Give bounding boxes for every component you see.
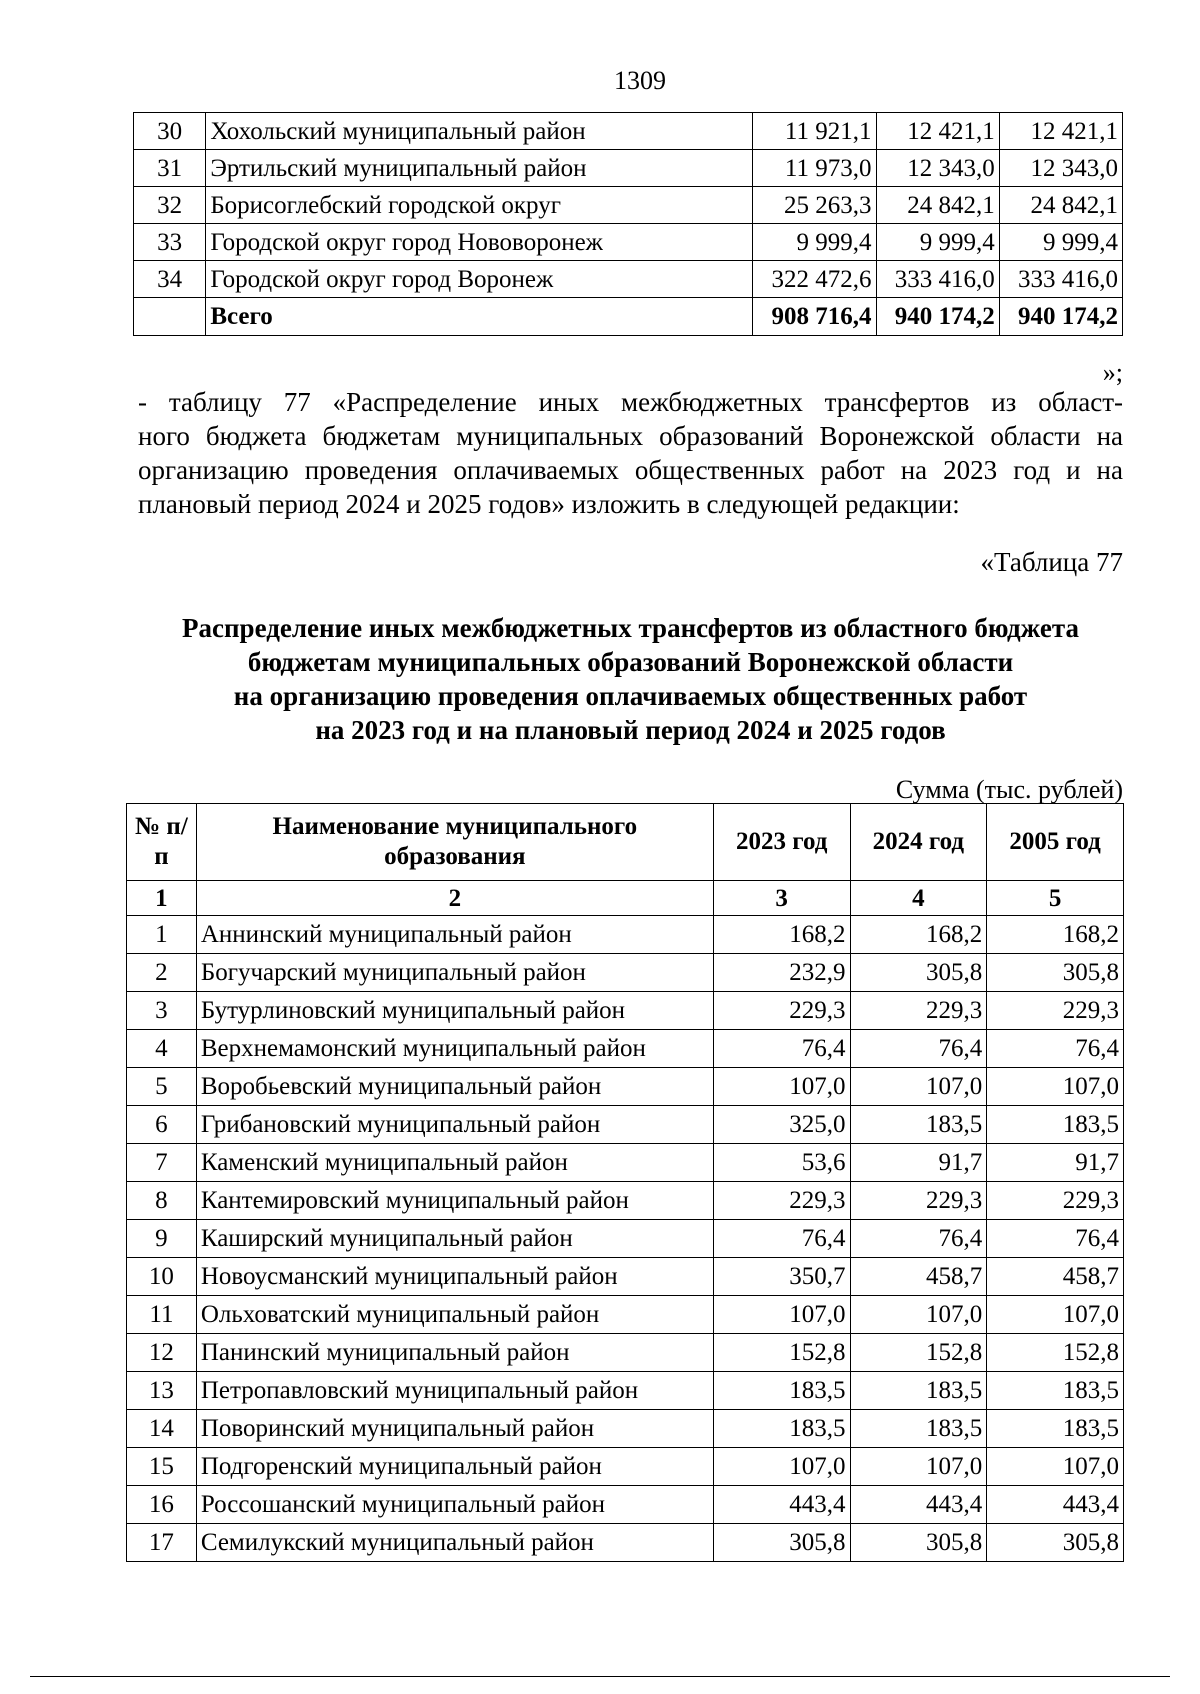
value-2025: 152,8 — [987, 1334, 1124, 1372]
value-2025: 76,4 — [987, 1220, 1124, 1258]
row-number: 31 — [134, 150, 206, 187]
value-2023: 11 973,0 — [753, 150, 876, 187]
row-number: 30 — [134, 113, 206, 150]
row-name: Борисоглебский городской округ — [206, 187, 753, 224]
table-row — [127, 1486, 1124, 1524]
value-2023: 183,5 — [713, 1372, 850, 1410]
table-row — [134, 150, 1123, 187]
value-2023: 443,4 — [713, 1486, 850, 1524]
row-number: 11 — [127, 1296, 197, 1334]
row-number: 10 — [127, 1258, 197, 1296]
value-2024: 76,4 — [850, 1220, 987, 1258]
row-name: Поворинский муниципальный район — [196, 1410, 713, 1448]
value-2024: 443,4 — [850, 1486, 987, 1524]
table-row — [134, 187, 1123, 224]
value-2024: 183,5 — [850, 1372, 987, 1410]
column-number: 3 — [713, 881, 850, 916]
value-2024: 305,8 — [850, 954, 987, 992]
row-name: Новоусманский муниципальный район — [196, 1258, 713, 1296]
value-2023: 229,3 — [713, 1182, 850, 1220]
row-name: Россошанский муниципальный район — [196, 1486, 713, 1524]
value-2025: 183,5 — [987, 1372, 1124, 1410]
value-2025: 183,5 — [987, 1106, 1124, 1144]
row-name: Каменский муниципальный район — [196, 1144, 713, 1182]
table-row — [127, 1410, 1124, 1448]
value-2024: 107,0 — [850, 1296, 987, 1334]
table-title-line: Распределение иных межбюджетных трансфертов из областного бюджета — [182, 613, 1079, 643]
value-2025: 76,4 — [987, 1030, 1124, 1068]
table-row — [127, 1068, 1124, 1106]
header-2023: 2023 год — [713, 804, 850, 881]
table-caption: «Таблица 77 — [980, 547, 1123, 577]
row-name: Всего — [206, 298, 753, 336]
header-2024: 2024 год — [850, 804, 987, 881]
table-title-line: бюджетам муниципальных образований Воронежской области — [247, 647, 1014, 677]
closing-quote: »; — [1102, 358, 1123, 387]
amendment-paragraph — [138, 385, 1123, 521]
table-row — [127, 1334, 1124, 1372]
value-2023: 76,4 — [713, 1030, 850, 1068]
row-number: 33 — [134, 224, 206, 261]
row-number: 15 — [127, 1448, 197, 1486]
value-2025: 9 999,4 — [999, 224, 1122, 261]
table-77-body — [127, 804, 1124, 1562]
row-name: Подгоренский муниципальный район — [196, 1448, 713, 1486]
table-row — [127, 992, 1124, 1030]
previous-table — [133, 112, 1123, 336]
row-number: 14 — [127, 1410, 197, 1448]
value-2025: 24 842,1 — [999, 187, 1122, 224]
amendment-line: организацию проведения оплачиваемых общественных работ на 2023 год и на — [138, 455, 1123, 485]
value-2023: 25 263,3 — [753, 187, 876, 224]
value-2024: 229,3 — [850, 1182, 987, 1220]
value-2025: 183,5 — [987, 1410, 1124, 1448]
row-name: Бутурлиновский муниципальный район — [196, 992, 713, 1030]
row-name: Аннинский муниципальный район — [196, 916, 713, 954]
value-2025: 107,0 — [987, 1068, 1124, 1106]
value-2024: 12 421,1 — [876, 113, 999, 150]
row-name: Панинский муниципальный район — [196, 1334, 713, 1372]
value-2024: 183,5 — [850, 1106, 987, 1144]
value-2023: 107,0 — [713, 1296, 850, 1334]
column-number: 4 — [850, 881, 987, 916]
value-2025: 305,8 — [987, 954, 1124, 992]
value-2024: 229,3 — [850, 992, 987, 1030]
amendment-line: ного бюджета бюджетам муниципальных образований Воронежской области на — [138, 421, 1123, 451]
value-2023: 325,0 — [713, 1106, 850, 1144]
value-2024: 24 842,1 — [876, 187, 999, 224]
value-2023: 305,8 — [713, 1524, 850, 1562]
row-name: Кантемировский муниципальный район — [196, 1182, 713, 1220]
value-2023: 107,0 — [713, 1068, 850, 1106]
value-2023: 908 716,4 — [753, 298, 876, 336]
column-number: 2 — [196, 881, 713, 916]
row-number: 12 — [127, 1334, 197, 1372]
value-2025: 12 421,1 — [999, 113, 1122, 150]
value-2023: 232,9 — [713, 954, 850, 992]
value-2024: 9 999,4 — [876, 224, 999, 261]
row-name: Верхнемамонский муниципальный район — [196, 1030, 713, 1068]
table-row — [127, 1144, 1124, 1182]
row-number: 4 — [127, 1030, 197, 1068]
value-2023: 168,2 — [713, 916, 850, 954]
table-row — [127, 1030, 1124, 1068]
value-2023: 9 999,4 — [753, 224, 876, 261]
table-title — [138, 611, 1123, 747]
value-2025: 333 416,0 — [999, 261, 1122, 298]
row-name: Эртильский муниципальный район — [206, 150, 753, 187]
row-number: 9 — [127, 1220, 197, 1258]
value-2024: 91,7 — [850, 1144, 987, 1182]
table-row — [127, 1258, 1124, 1296]
value-2025: 91,7 — [987, 1144, 1124, 1182]
table-row — [127, 1448, 1124, 1486]
value-2024: 107,0 — [850, 1448, 987, 1486]
value-2025: 458,7 — [987, 1258, 1124, 1296]
row-number: 16 — [127, 1486, 197, 1524]
value-2023: 76,4 — [713, 1220, 850, 1258]
row-name: Семилукский муниципальный район — [196, 1524, 713, 1562]
value-2023: 229,3 — [713, 992, 850, 1030]
column-number: 1 — [127, 881, 197, 916]
value-2025: 12 343,0 — [999, 150, 1122, 187]
row-name: Городской округ город Нововоронеж — [206, 224, 753, 261]
header-name: Наименование муниципального образования — [196, 804, 713, 881]
row-number: 17 — [127, 1524, 197, 1562]
table-row — [127, 1182, 1124, 1220]
header-2025: 2005 год — [987, 804, 1124, 881]
row-number: 7 — [127, 1144, 197, 1182]
table-77 — [126, 803, 1124, 1562]
value-2025: 229,3 — [987, 1182, 1124, 1220]
page-number: 1309 — [614, 66, 666, 95]
table-title-line: на 2023 год и на плановый период 2024 и 2025 годов — [315, 715, 946, 745]
value-2024: 333 416,0 — [876, 261, 999, 298]
row-number: 2 — [127, 954, 197, 992]
amendment-line: плановый период 2024 и 2025 годов» изложить в следующей редакции: — [138, 489, 960, 519]
row-number: 32 — [134, 187, 206, 224]
column-number: 5 — [987, 881, 1124, 916]
value-2024: 12 343,0 — [876, 150, 999, 187]
table-title-line: на организацию проведения оплачиваемых общественных работ — [233, 681, 1028, 711]
value-2025: 443,4 — [987, 1486, 1124, 1524]
row-name: Городской округ город Воронеж — [206, 261, 753, 298]
value-2023: 322 472,6 — [753, 261, 876, 298]
total-row — [134, 298, 1123, 336]
row-number — [134, 298, 206, 336]
value-2024: 940 174,2 — [876, 298, 999, 336]
value-2024: 107,0 — [850, 1068, 987, 1106]
row-name: Воробьевский муниципальный район — [196, 1068, 713, 1106]
row-name: Богучарский муниципальный район — [196, 954, 713, 992]
amendment-line: - таблицу 77 «Распределение иных межбюджетных трансфертов из област- — [138, 387, 1123, 417]
value-2025: 107,0 — [987, 1296, 1124, 1334]
header-row — [127, 804, 1124, 881]
table-row — [134, 113, 1123, 150]
units-note: Сумма (тыс. рублей) — [895, 775, 1123, 804]
row-name: Хохольский муниципальный район — [206, 113, 753, 150]
row-number: 5 — [127, 1068, 197, 1106]
row-number: 6 — [127, 1106, 197, 1144]
value-2024: 183,5 — [850, 1410, 987, 1448]
row-number: 34 — [134, 261, 206, 298]
table-row — [127, 1106, 1124, 1144]
row-name: Ольховатский муниципальный район — [196, 1296, 713, 1334]
header-num: № п/п — [127, 804, 197, 881]
row-name: Грибановский муниципальный район — [196, 1106, 713, 1144]
row-number: 13 — [127, 1372, 197, 1410]
row-number: 8 — [127, 1182, 197, 1220]
value-2024: 458,7 — [850, 1258, 987, 1296]
table-row — [134, 224, 1123, 261]
row-number: 3 — [127, 992, 197, 1030]
table-row — [127, 916, 1124, 954]
value-2023: 53,6 — [713, 1144, 850, 1182]
value-2025: 305,8 — [987, 1524, 1124, 1562]
row-number: 1 — [127, 916, 197, 954]
row-name: Каширский муниципальный район — [196, 1220, 713, 1258]
table-row — [127, 1372, 1124, 1410]
value-2025: 940 174,2 — [999, 298, 1122, 336]
value-2023: 350,7 — [713, 1258, 850, 1296]
value-2024: 76,4 — [850, 1030, 987, 1068]
table-row — [127, 954, 1124, 992]
table-row — [127, 1524, 1124, 1562]
value-2024: 168,2 — [850, 916, 987, 954]
value-2025: 168,2 — [987, 916, 1124, 954]
value-2023: 107,0 — [713, 1448, 850, 1486]
value-2023: 152,8 — [713, 1334, 850, 1372]
value-2023: 11 921,1 — [753, 113, 876, 150]
table-row — [127, 1296, 1124, 1334]
value-2023: 183,5 — [713, 1410, 850, 1448]
table-row — [127, 1220, 1124, 1258]
column-number-row — [127, 881, 1124, 916]
previous-table-body — [134, 113, 1123, 336]
value-2024: 152,8 — [850, 1334, 987, 1372]
footer-divider — [30, 1676, 1170, 1677]
value-2024: 305,8 — [850, 1524, 987, 1562]
value-2025: 107,0 — [987, 1448, 1124, 1486]
table-row — [134, 261, 1123, 298]
value-2025: 229,3 — [987, 992, 1124, 1030]
row-name: Петропавловский муниципальный район — [196, 1372, 713, 1410]
